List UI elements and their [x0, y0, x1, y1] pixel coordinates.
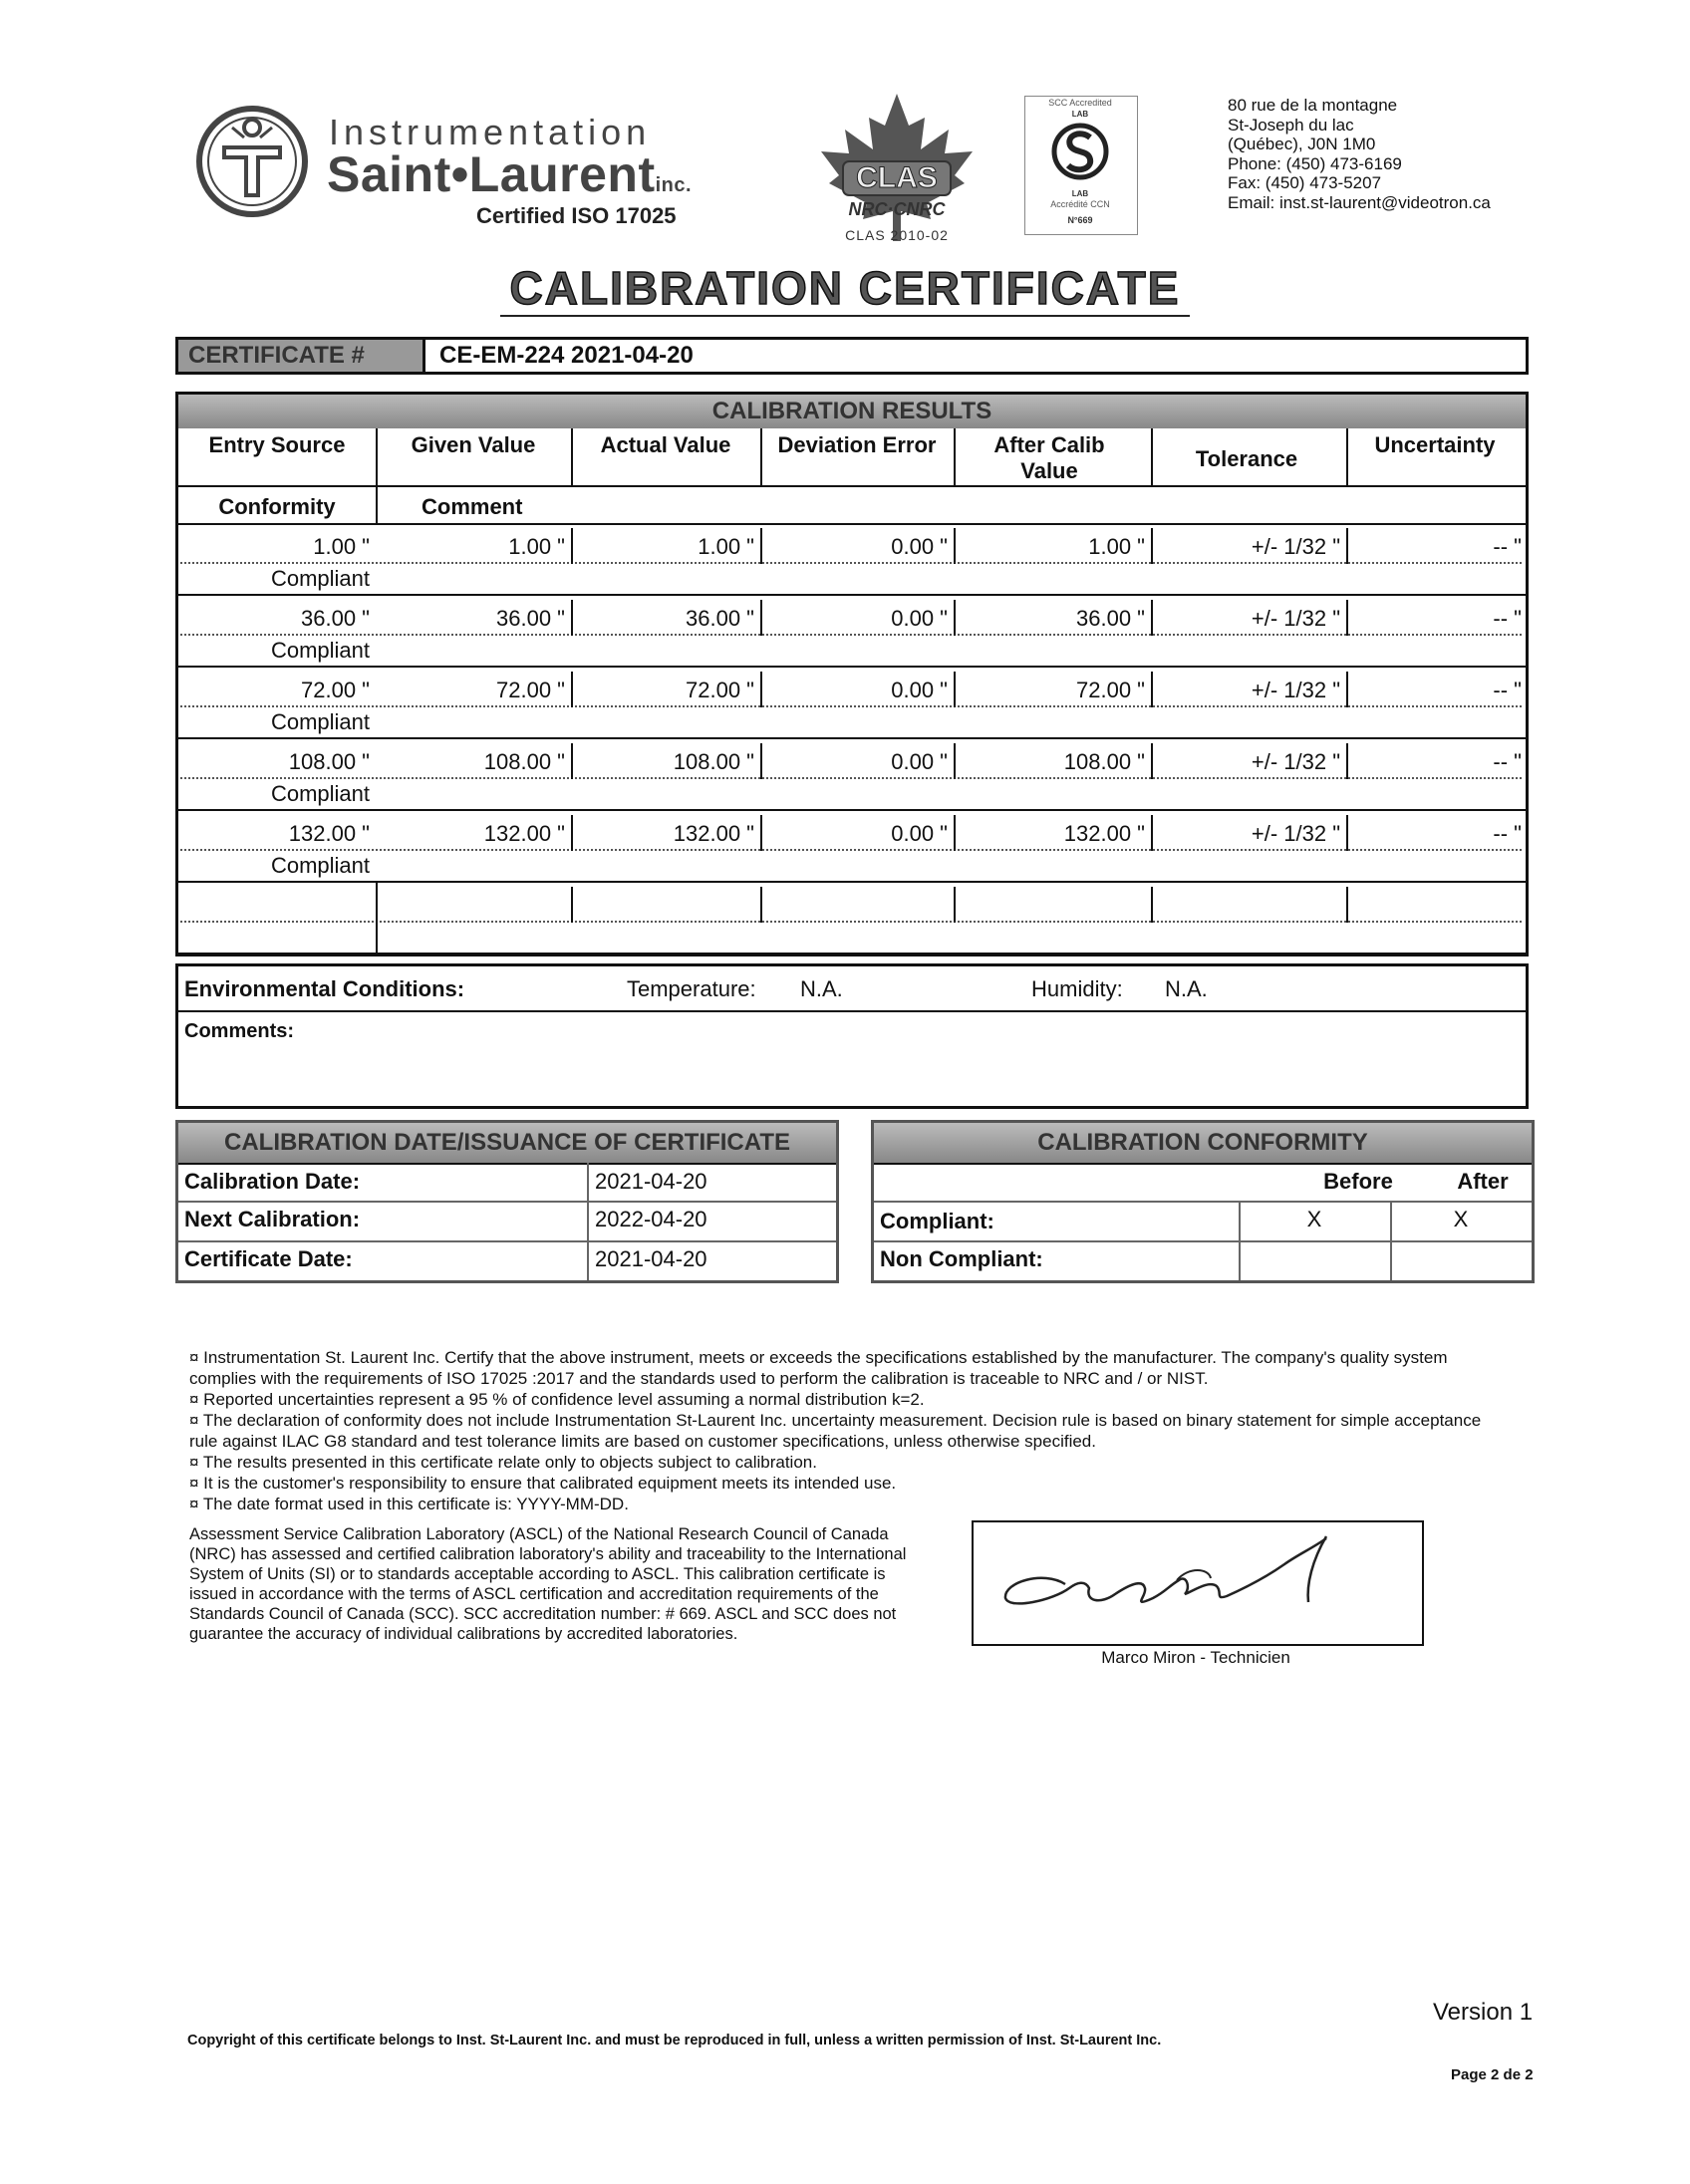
grid-line — [571, 743, 573, 779]
given-value-cell: 36.00 " — [496, 606, 565, 631]
grid-line — [376, 428, 378, 485]
grid-line — [1151, 815, 1153, 851]
signatory-name: Marco Miron - Technicien — [1101, 1648, 1290, 1667]
certificate-date-label: Certificate Date: — [184, 1246, 353, 1271]
actual-value-cell: 108.00 " — [673, 749, 754, 774]
address-line: (Québec), J0N 1M0 — [1228, 135, 1376, 153]
version-label: Version 1 — [1433, 1999, 1534, 2026]
brand-name-top: Instrumentation — [329, 112, 652, 152]
row-divider — [180, 705, 1522, 707]
certificate-value: CE-EM-224 2021-04-20 — [439, 342, 694, 369]
entry-source-cell: 108.00 " — [288, 749, 370, 774]
grid-line — [1346, 528, 1348, 564]
scc-number: N°669 — [1067, 215, 1093, 225]
grid-line — [760, 815, 762, 851]
grid-line — [1151, 528, 1153, 564]
env-label: Environmental Conditions: — [184, 976, 465, 1001]
grid-line — [1346, 887, 1348, 923]
actual-value-cell: 132.00 " — [673, 821, 754, 846]
temperature-value: N.A. — [800, 976, 843, 1001]
grid-line — [178, 809, 1526, 811]
after-calib-cell: 72.00 " — [1076, 678, 1145, 702]
grid-line — [178, 1240, 836, 1242]
scc-top-text: SCC Accredited — [1048, 98, 1112, 108]
grid-line — [178, 1163, 836, 1165]
col-actual-value: Actual Value — [600, 432, 731, 457]
grid-line — [954, 743, 956, 779]
col-deviation-error: Deviation Error — [777, 432, 937, 457]
grid-line — [376, 487, 378, 523]
address-line: St-Joseph du lac — [1228, 115, 1354, 135]
note-item: ¤ The declaration of conformity does not include Instrumentation St-Laurent Inc. uncertainty measurement. Decision rule is based on binary statement for simple acceptance rule against ILAC G8 standard and test tolerance limits are based on customer specifications, unless otherwise specified. — [189, 1411, 1482, 1451]
certificate-number-bar — [175, 337, 1529, 375]
before-header: Before — [1323, 1169, 1393, 1194]
grid-line — [178, 1201, 836, 1203]
grid-line — [178, 881, 1526, 883]
row-divider — [180, 777, 1522, 779]
grid-line — [1151, 743, 1153, 779]
actual-value-cell: 72.00 " — [686, 678, 754, 702]
col-conformity: Conformity — [218, 494, 336, 519]
row-divider — [180, 562, 1522, 564]
deviation-cell: 0.00 " — [891, 606, 948, 631]
grid-line — [1151, 428, 1153, 485]
grid-line — [178, 523, 1526, 525]
grid-line — [874, 1240, 1532, 1242]
conformity-cell: Compliant — [270, 781, 370, 806]
grid-line — [874, 1163, 1532, 1165]
next-calibration-value: 2022-04-20 — [595, 1207, 707, 1231]
clas-nrc: NRC·CNRC — [848, 199, 946, 219]
grid-line — [954, 887, 956, 923]
compliant-label: Compliant: — [880, 1209, 994, 1233]
grid-line — [1346, 815, 1348, 851]
col-tolerance: Tolerance — [1195, 446, 1298, 471]
uncertainty-cell: -- " — [1493, 534, 1522, 559]
calibration-results-table — [175, 392, 1529, 956]
clas-text: CLAS — [856, 161, 938, 194]
grid-line — [1346, 600, 1348, 636]
temperature-label: Temperature: — [627, 976, 756, 1001]
calibration-dates-box — [175, 1120, 839, 1283]
note-item: ¤ The results presented in this certificate relate only to objects subject to calibration. — [189, 1453, 817, 1472]
note-item: ¤ It is the customer's responsibility to ensure that calibrated equipment meets its intended use. — [189, 1474, 897, 1493]
uncertainty-cell: -- " — [1493, 606, 1522, 631]
entry-source-cell: 132.00 " — [288, 821, 370, 846]
grid-line — [178, 485, 1526, 487]
scc-bottom-text: Accrédité CCN — [1050, 199, 1110, 209]
grid-line — [376, 883, 378, 953]
non-compliant-label: Non Compliant: — [880, 1246, 1043, 1271]
grid-line — [954, 428, 956, 485]
calibration-conformity-box — [871, 1120, 1535, 1283]
grid-line — [571, 528, 573, 564]
compliant-before-mark: X — [1306, 1207, 1322, 1231]
document-title-wrap — [0, 261, 1690, 317]
scc-logo — [1024, 96, 1174, 247]
grid-line — [587, 1163, 589, 1280]
col-after-calib-value: After Calib Value — [993, 432, 1105, 483]
grid-line — [178, 666, 1526, 668]
grid-line — [178, 594, 1526, 596]
col-entry-source: Entry Source — [208, 432, 346, 457]
certificate-notes — [189, 1347, 1505, 1514]
grid-line — [760, 428, 762, 485]
after-header: After — [1457, 1169, 1509, 1194]
note-item: ¤ The date format used in this certificate is: YYYY-MM-DD. — [189, 1495, 629, 1513]
given-value-cell: 132.00 " — [483, 821, 565, 846]
address-phone: Phone: (450) 473-6169 — [1228, 153, 1402, 173]
grid-line — [571, 428, 573, 485]
certificate-date-value: 2021-04-20 — [595, 1246, 707, 1271]
grid-line — [571, 887, 573, 923]
row-divider — [180, 921, 1522, 923]
certificate-label: CERTIFICATE # — [178, 340, 425, 372]
company-logo-icon — [194, 104, 310, 219]
iso-certification: Certified ISO 17025 — [476, 203, 677, 228]
deviation-cell: 0.00 " — [891, 821, 948, 846]
address-line: 80 rue de la montagne — [1228, 96, 1398, 115]
after-calib-cell: 132.00 " — [1063, 821, 1145, 846]
address-email: Email: inst.st-laurent@videotron.ca — [1228, 192, 1491, 212]
grid-line — [178, 953, 1526, 956]
ascl-statement: Assessment Service Calibration Laboratory (ASCL) of the National Research Council of Canada (NRC) has assessed and certified calibration laboratory's ability and traceability to the International System of Units (SI) or to standards acceptable according to ASCL. This calibration certificate is issued in accordance with the terms of ASCL certification and accreditation requirements of the Standards Council of Canada (SCC). SCC accreditation number: # 669. ASCL and SCC does not guarantee the accuracy of individual calibrations by accredited laboratories. — [189, 1525, 907, 1643]
next-calibration-label: Next Calibration: — [184, 1207, 361, 1231]
signature-box — [972, 1520, 1424, 1646]
grid-line — [1151, 887, 1153, 923]
grid-line — [954, 600, 956, 636]
entry-source-cell: 36.00 " — [301, 606, 370, 631]
col-uncertainty: Uncertainty — [1374, 432, 1496, 457]
scc-lab-bottom: LAB — [1071, 189, 1089, 198]
uncertainty-cell: -- " — [1493, 749, 1522, 774]
page-number: Page 2 de 2 — [1451, 2066, 1534, 2083]
grid-line — [760, 600, 762, 636]
scc-lab-top: LAB — [1071, 110, 1089, 119]
calibration-date-label: Calibration Date: — [184, 1169, 361, 1194]
row-divider — [180, 849, 1522, 851]
given-value-cell: 108.00 " — [483, 749, 565, 774]
tolerance-cell: +/- 1/32 " — [1251, 749, 1340, 774]
actual-value-cell: 36.00 " — [686, 606, 754, 631]
row-divider — [180, 634, 1522, 636]
grid-line — [571, 672, 573, 707]
clas-logo — [817, 92, 977, 251]
col-comment: Comment — [422, 494, 523, 519]
grid-line — [1151, 600, 1153, 636]
entry-source-cell: 1.00 " — [313, 534, 370, 559]
copyright-notice: Copyright of this certificate belongs to Inst. St-Laurent Inc. and must be reproduced in full, unless a written permission of Inst. St-Laurent Inc. — [187, 2033, 1162, 2048]
brand-inc: inc. — [655, 174, 693, 196]
conformity-cell: Compliant — [270, 638, 370, 663]
tolerance-cell: +/- 1/32 " — [1251, 534, 1340, 559]
humidity-label: Humidity: — [1031, 976, 1123, 1001]
deviation-cell: 0.00 " — [891, 678, 948, 702]
grid-line — [954, 528, 956, 564]
tolerance-cell: +/- 1/32 " — [1251, 678, 1340, 702]
handwritten-signature — [974, 1522, 1422, 1644]
conformity-cell: Compliant — [270, 709, 370, 734]
tolerance-cell: +/- 1/32 " — [1251, 821, 1340, 846]
compliant-after-mark: X — [1453, 1207, 1469, 1231]
col-given-value: Given Value — [411, 432, 536, 457]
grid-line — [760, 672, 762, 707]
grid-line — [1346, 743, 1348, 779]
grid-line — [760, 887, 762, 923]
note-item: ¤ Instrumentation St. Laurent Inc. Certify that the above instrument, meets or exceeds the specifications established by the manufacturer. The company's quality system complies with the requirements of ISO 17025 :2017 and the standards used to perform the calibration is traceable to NRC and / or NIST. — [189, 1348, 1448, 1388]
grid-line — [954, 672, 956, 707]
conformity-cell: Compliant — [270, 566, 370, 591]
grid-line — [1151, 672, 1153, 707]
after-calib-cell: 108.00 " — [1063, 749, 1145, 774]
humidity-value: N.A. — [1165, 976, 1208, 1001]
grid-line — [178, 737, 1526, 739]
brand-name-main — [327, 145, 692, 203]
after-calib-cell: 36.00 " — [1076, 606, 1145, 631]
deviation-cell: 0.00 " — [891, 534, 948, 559]
grid-line — [571, 815, 573, 851]
tolerance-cell: +/- 1/32 " — [1251, 606, 1340, 631]
grid-line — [954, 815, 956, 851]
grid-line — [1346, 672, 1348, 707]
conformity-cell: Compliant — [270, 853, 370, 878]
grid-line — [178, 1010, 1526, 1012]
address-fax: Fax: (450) 473-5207 — [1228, 173, 1382, 192]
grid-line — [1346, 428, 1348, 485]
dates-heading: CALIBRATION DATE/ISSUANCE OF CERTIFICATE — [178, 1123, 836, 1163]
scc-symbol-icon — [1050, 122, 1110, 181]
environmental-conditions-box — [175, 963, 1529, 1109]
after-calib-cell: 1.00 " — [1088, 534, 1145, 559]
clas-year: CLAS 2010-02 — [845, 227, 949, 243]
actual-value-cell: 1.00 " — [698, 534, 754, 559]
uncertainty-cell: -- " — [1493, 678, 1522, 702]
conformity-heading: CALIBRATION CONFORMITY — [874, 1123, 1532, 1163]
results-heading: CALIBRATION RESULTS — [178, 395, 1526, 428]
brand-main-text: Saint•Laurent — [327, 146, 656, 202]
given-value-cell: 72.00 " — [496, 678, 565, 702]
uncertainty-cell: -- " — [1493, 821, 1522, 846]
calibration-date-value: 2021-04-20 — [595, 1169, 707, 1194]
deviation-cell: 0.00 " — [891, 749, 948, 774]
grid-line — [760, 528, 762, 564]
document-title: CALIBRATION CERTIFICATE — [500, 261, 1191, 317]
grid-line — [571, 600, 573, 636]
given-value-cell: 1.00 " — [508, 534, 565, 559]
grid-line — [760, 743, 762, 779]
entry-source-cell: 72.00 " — [301, 678, 370, 702]
grid-line — [874, 1201, 1532, 1203]
note-item: ¤ Reported uncertainties represent a 95 % of confidence level assuming a normal distribution k=2. — [189, 1390, 925, 1409]
comments-label: Comments: — [184, 1020, 295, 1042]
company-address — [1228, 96, 1491, 212]
